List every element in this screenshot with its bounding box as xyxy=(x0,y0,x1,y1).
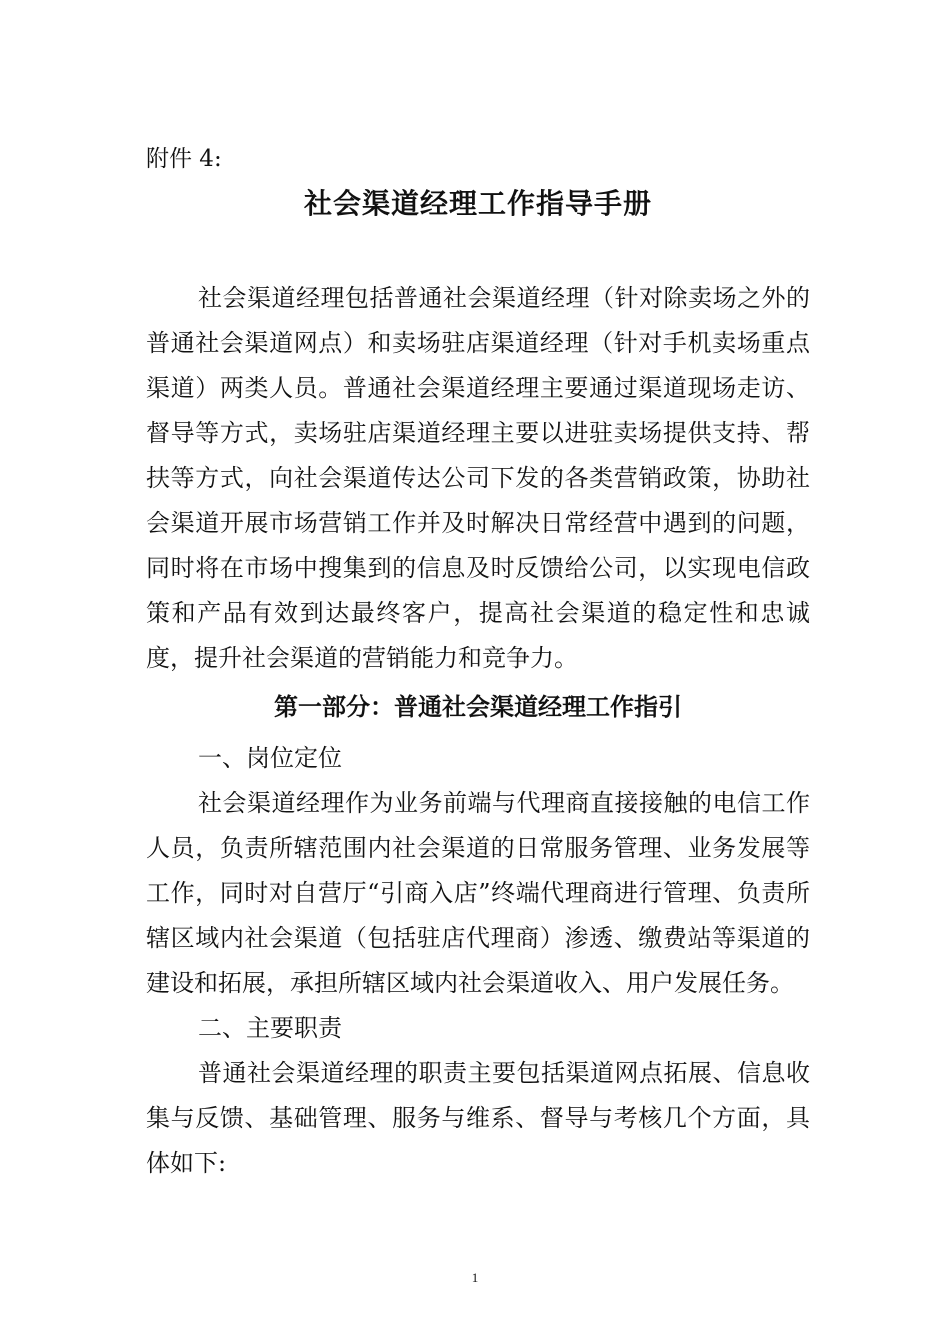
document-title: 社会渠道经理工作指导手册 xyxy=(303,187,652,220)
intro-paragraph: 社会渠道经理包括普通社会渠道经理（针对除卖场之外的普通社会渠道网点）和卖场驻店渠道经理（针对手机卖场重点渠道）两类人员。普通社会渠道经理主要通过渠道现场走访、督导等方式，卖场驻店渠道经理主要以进驻卖场提供支持、帮扶等方式，向社会渠道传达公司下发的各类营销政策，协助社会渠道开展市场营销工作并及时解决日常经营中遇到的问题，同时将在市场中搜集到的信息及时反馈给公司，以实现电信政策和产品有效到达最终客户，提高社会渠道的稳定性和忠诚度，提升社会渠道的营销能力和竞争力。 xyxy=(146,284,810,672)
part-one-heading: 第一部分：普通社会渠道经理工作指引 xyxy=(274,693,682,721)
section-two-heading: 二、主要职责 xyxy=(198,1014,342,1042)
document-body xyxy=(146,140,810,1186)
section-two-paragraph: 普通社会渠道经理的职责主要包括渠道网点拓展、信息收集与反馈、基础管理、服务与维系、督导与考核几个方面，具体如下: xyxy=(146,1059,810,1177)
section-one-paragraph: 社会渠道经理作为业务前端与代理商直接接触的电信工作人员，负责所辖范围内社会渠道的日常服务管理、业务发展等工作，同时对自营厅“引商入店”终端代理商进行管理、负责所辖区域内社会渠道（包括驻店代理商）渗透、缴费站等渠道的建设和拓展，承担所辖区域内社会渠道收入、用户发展任务。 xyxy=(146,789,810,997)
page-number: 1 xyxy=(471,1270,479,1285)
section-one-heading: 一、岗位定位 xyxy=(198,744,342,772)
attachment-label: 附件 4: xyxy=(146,146,222,172)
